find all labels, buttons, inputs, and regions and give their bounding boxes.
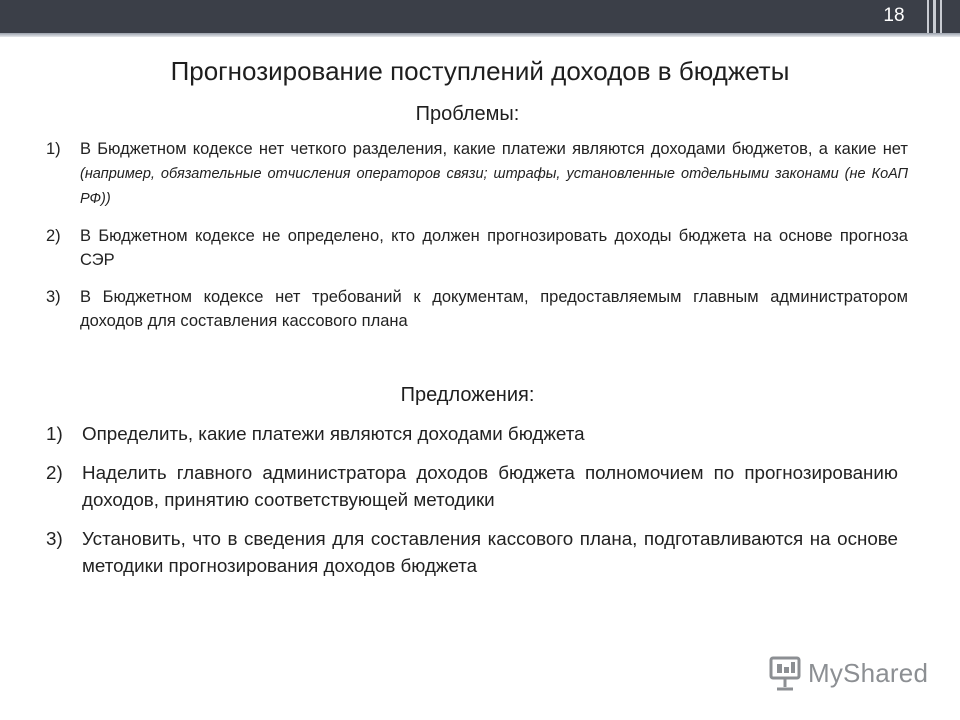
slide-title: Прогнозирование поступлений доходов в бюджеты — [170, 56, 790, 86]
list-item — [46, 137, 908, 211]
item-number: 3) — [46, 528, 63, 549]
item-text: В Бюджетном кодексе не определено, кто должен прогнозировать доходы бюджета на основе прогноза СЭР — [80, 227, 908, 269]
item-text: В Бюджетном кодексе нет требований к документам, предоставляемым главным администратором доходов для составления кассового плана — [80, 288, 908, 330]
item-number: 3) — [46, 288, 61, 306]
proposals-list — [46, 420, 898, 591]
header-decoration — [927, 0, 942, 33]
item-note: (например, обязательные отчисления операторов связи; штрафы, установленные отдельными законами (не КоАП РФ)) — [80, 166, 908, 207]
problems-list — [46, 137, 908, 346]
proposals-heading: Предложения: — [400, 384, 535, 406]
list-item — [46, 420, 898, 447]
item-text: Определить, какие платежи являются доходами бюджета — [82, 423, 585, 444]
item-number: 2) — [46, 227, 61, 245]
header-bar — [0, 0, 960, 33]
presentation-board-icon — [768, 655, 802, 691]
item-number: 2) — [46, 462, 63, 483]
item-number: 1) — [46, 140, 61, 158]
list-item — [46, 459, 898, 513]
list-item — [46, 525, 898, 579]
list-item — [46, 224, 908, 272]
watermark-text: MyShared — [808, 657, 929, 688]
item-text: Наделить главного администратора доходов бюджета полномочием по прогнозированию доходов, принятию соответствующей методики — [82, 462, 898, 510]
item-text: В Бюджетном кодексе нет четкого разделения, какие платежи являются доходами бюджетов, а какие нет — [80, 140, 908, 158]
problems-heading: Проблемы: — [415, 103, 520, 125]
watermark — [768, 653, 928, 693]
item-number: 1) — [46, 423, 63, 444]
slide-number: 18 — [883, 5, 905, 26]
header-accent-line — [0, 33, 960, 37]
list-item — [46, 285, 908, 333]
item-text: Установить, что в сведения для составления кассового плана, подготавливаются на основе методики прогнозирования доходов бюджета — [82, 528, 898, 576]
